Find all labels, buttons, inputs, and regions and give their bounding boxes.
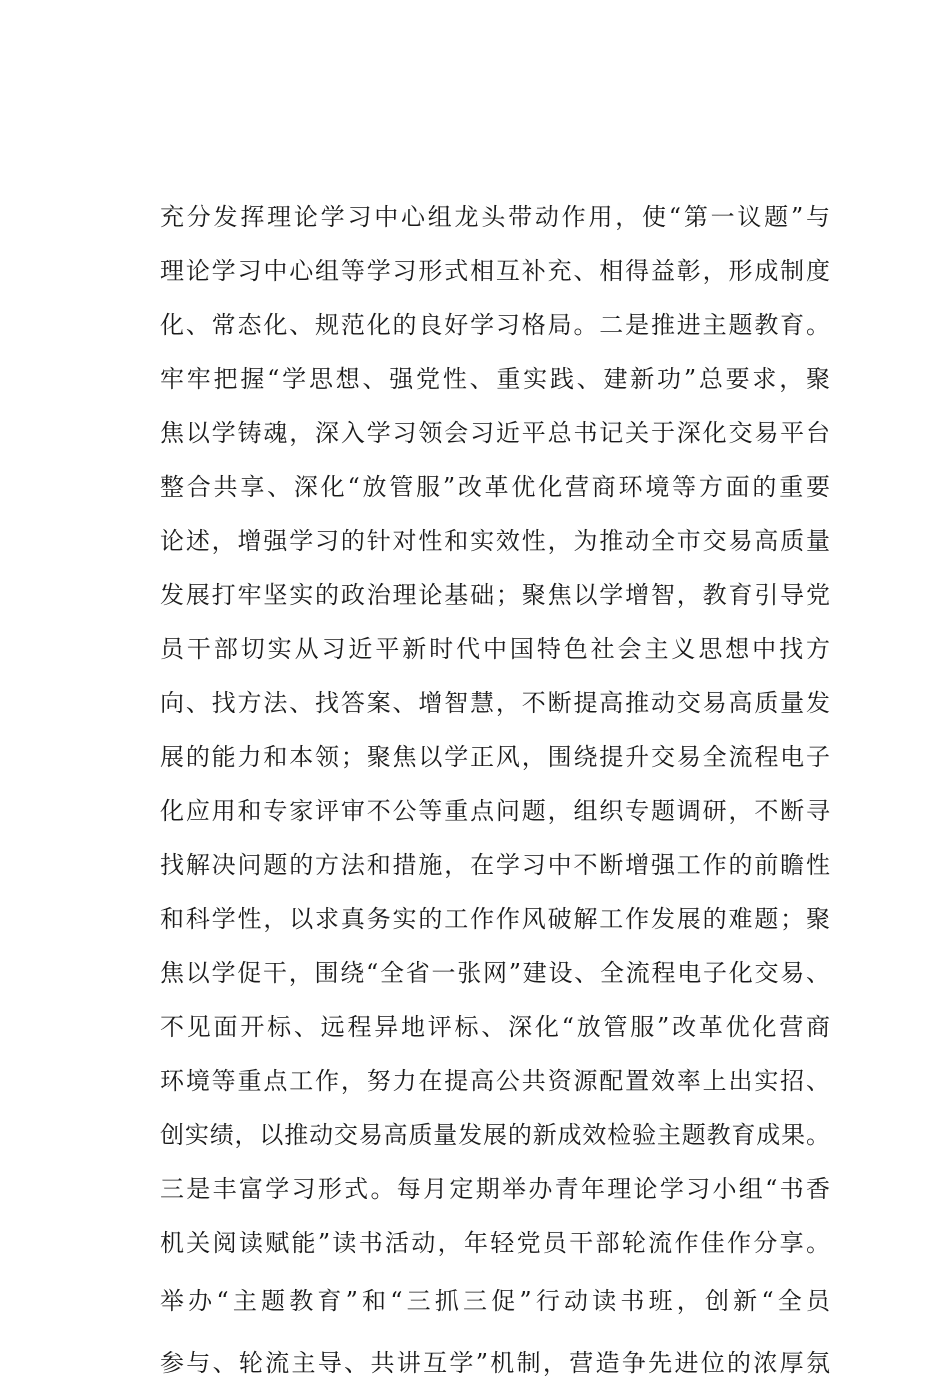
text-line: 机关阅读赋能”读书活动，年轻党员干部轮流作佳作分享。	[160, 1229, 830, 1257]
text-line: 向、找方法、找答案、增智慧，不断提高推动交易高质量发	[160, 689, 830, 717]
text-line: 论述，增强学习的针对性和实效性，为推动全市交易高质量	[160, 527, 830, 555]
text-line: 整合共享、深化“放管服”改革优化营商环境等方面的重要	[160, 473, 830, 501]
text-line: 化、常态化、规范化的良好学习格局。二是推进主题教育。	[160, 311, 830, 339]
text-line: 发展打牢坚实的政治理论基础；聚焦以学增智，教育引导党	[160, 581, 830, 609]
text-line: 举办“主题教育”和“三抓三促”行动读书班，创新“全员	[160, 1287, 830, 1315]
text-line: 化应用和专家评审不公等重点问题，组织专题调研，不断寻	[160, 797, 830, 825]
body-paragraph	[160, 190, 830, 1394]
text-line: 展的能力和本领；聚焦以学正风，围绕提升交易全流程电子	[160, 743, 830, 771]
text-line: 三是丰富学习形式。每月定期举办青年理论学习小组“书香	[160, 1175, 830, 1203]
text-line: 员干部切实从习近平新时代中国特色社会主义思想中找方	[160, 635, 830, 663]
text-line: 和科学性，以求真务实的工作作风破解工作发展的难题；聚	[160, 905, 830, 933]
text-line: 充分发挥理论学习中心组龙头带动作用，使“第一议题”与	[160, 203, 830, 231]
text-line: 牢牢把握“学思想、强党性、重实践、建新功”总要求，聚	[160, 365, 830, 393]
text-line: 环境等重点工作，努力在提高公共资源配置效率上出实招、	[160, 1067, 830, 1095]
text-line: 找解决问题的方法和措施，在学习中不断增强工作的前瞻性	[160, 851, 830, 879]
text-line: 焦以学促干，围绕“全省一张网”建设、全流程电子化交易、	[160, 959, 830, 987]
text-line: 创实绩，以推动交易高质量发展的新成效检验主题教育成果。	[160, 1121, 830, 1149]
text-line: 参与、轮流主导、共讲互学”机制，营造争先进位的浓厚氛	[160, 1349, 830, 1377]
text-line: 焦以学铸魂，深入学习领会习近平总书记关于深化交易平台	[160, 419, 830, 447]
text-line: 不见面开标、远程异地评标、深化“放管服”改革优化营商	[160, 1013, 830, 1041]
text-line: 理论学习中心组等学习形式相互补充、相得益彰，形成制度	[160, 257, 830, 285]
